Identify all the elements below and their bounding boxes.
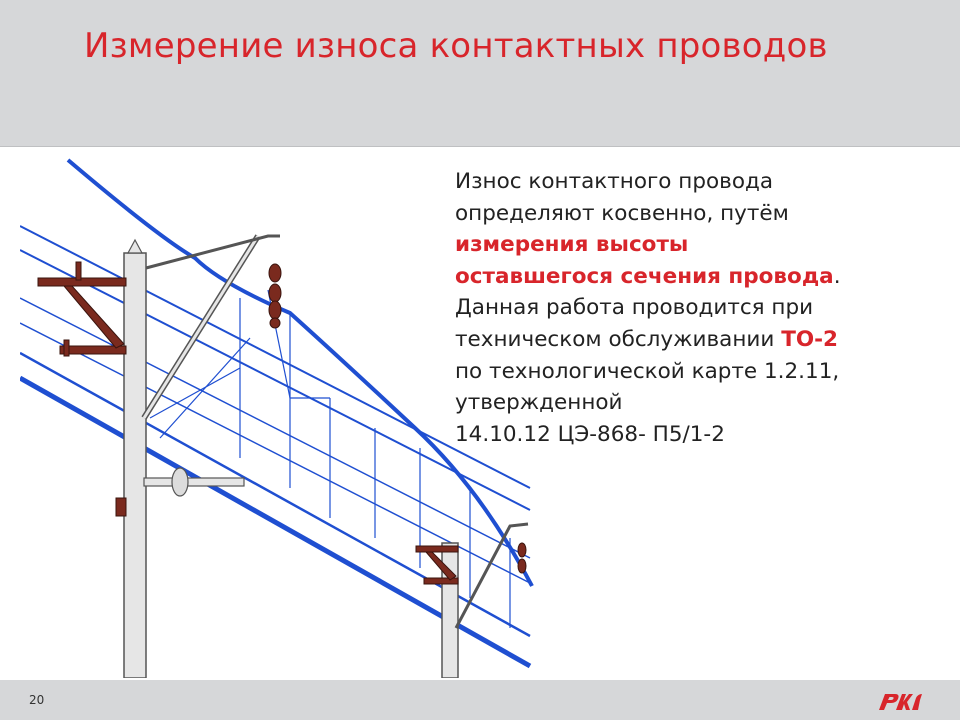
rzd-logo-icon	[876, 688, 924, 714]
slide-header	[0, 0, 960, 147]
body-highlight: оставшегося сечения провода	[455, 263, 834, 289]
insulator-string	[269, 264, 281, 328]
insulator-horizontal	[172, 468, 188, 496]
body-line	[455, 324, 945, 356]
body-line: утвержденной	[455, 390, 623, 416]
page-number: 20	[29, 693, 45, 707]
feeder-wire-3	[20, 298, 530, 558]
body-line	[455, 261, 945, 293]
body-line: определяют косвенно, путём	[455, 200, 789, 226]
slide-title: Измерение износа контактных проводов	[84, 26, 828, 66]
slide-footer	[0, 680, 960, 720]
left-pole	[124, 253, 146, 678]
body-highlight: измерения высоты	[455, 232, 689, 258]
body-line: по технологической карте 1.2.11,	[455, 358, 840, 384]
body-period: .	[833, 263, 841, 289]
body-line: 14.10.12 ЦЭ-868- П5/1-2	[455, 421, 725, 447]
body-highlight-to2: ТО-2	[781, 326, 839, 352]
body-line: Данная работа проводится при	[455, 295, 814, 321]
body-text-span: техническом обслуживании	[455, 326, 782, 352]
slide-body-text	[455, 166, 945, 450]
right-pole	[442, 543, 458, 678]
body-line: Износ контактного провода	[455, 169, 774, 194]
left-bracket	[38, 262, 126, 356]
